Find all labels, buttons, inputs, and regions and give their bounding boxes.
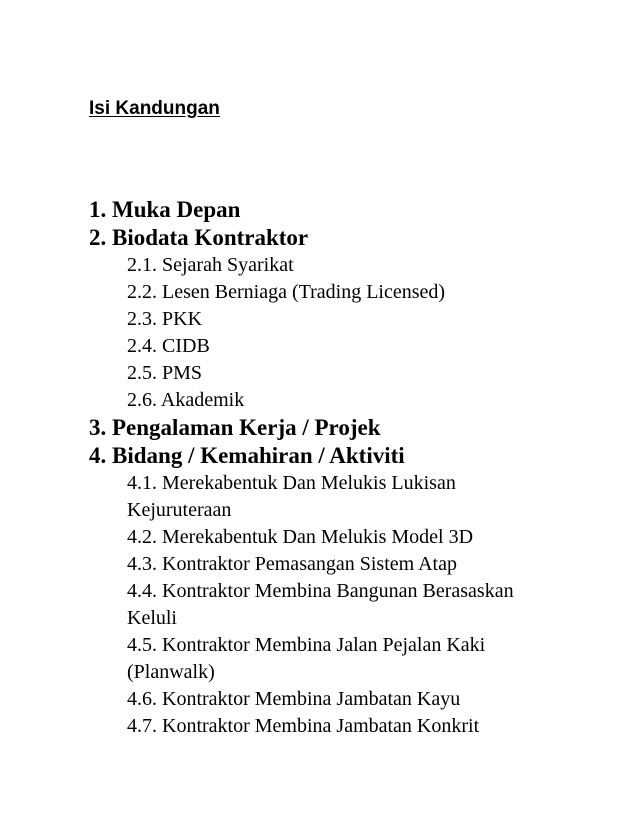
- toc-section-3: 3. Pengalaman Kerja / Projek: [89, 415, 381, 440]
- toc-item-2-4: 2.4. CIDB: [127, 335, 210, 357]
- toc-item-4-4-line-1: 4.4. Kontraktor Membina Bangunan Berasaskan: [127, 580, 514, 602]
- toc-item-2-3: 2.3. PKK: [127, 308, 203, 330]
- toc-item-2-2: 2.2. Lesen Berniaga (Trading Licensed): [127, 281, 446, 303]
- toc-item-4-3-line-1: 4.3. Kontraktor Pemasangan Sistem Atap: [127, 553, 457, 575]
- toc-item-4-6: [89, 686, 619, 713]
- toc-item-2-1: 2.1. Sejarah Syarikat: [127, 254, 294, 276]
- toc-item-4-1: [89, 470, 619, 524]
- toc-section-1: 1. Muka Depan: [89, 197, 241, 222]
- toc-item-4-5-line-1: 4.5. Kontraktor Membina Jalan Pejalan Kaki: [127, 634, 486, 656]
- toc-item-4-3: [89, 551, 619, 578]
- toc-item-4-5: [89, 632, 619, 686]
- toc-item-4-7-line-1: 4.7. Kontraktor Membina Jambatan Konkrit: [127, 715, 480, 737]
- toc-item-2-5: 2.5. PMS: [127, 362, 203, 384]
- toc-item-4-4-line-2: Keluli: [127, 607, 177, 629]
- table-of-contents: [89, 196, 619, 740]
- toc-item-2-6: 2.6. Akademik: [127, 389, 245, 411]
- toc-section-2: 2. Biodata Kontraktor: [89, 225, 309, 250]
- toc-heading: Isi Kandungan: [89, 98, 220, 119]
- toc-item-4-6-line-1: 4.6. Kontraktor Membina Jambatan Kayu: [127, 688, 461, 710]
- toc-item-4-5-line-2: (Planwalk): [127, 661, 215, 683]
- toc-section-4: 4. Bidang / Kemahiran / Aktiviti: [89, 443, 405, 468]
- toc-item-4-1-line-1: 4.1. Merekabentuk Dan Melukis Lukisan: [127, 472, 456, 494]
- toc-item-4-7: [89, 713, 619, 740]
- toc-item-4-2: [89, 524, 619, 551]
- toc-item-4-2-line-1: 4.2. Merekabentuk Dan Melukis Model 3D: [127, 526, 474, 548]
- toc-item-4-4: [89, 578, 619, 632]
- toc-item-4-1-line-2: Kejuruteraan: [127, 499, 232, 521]
